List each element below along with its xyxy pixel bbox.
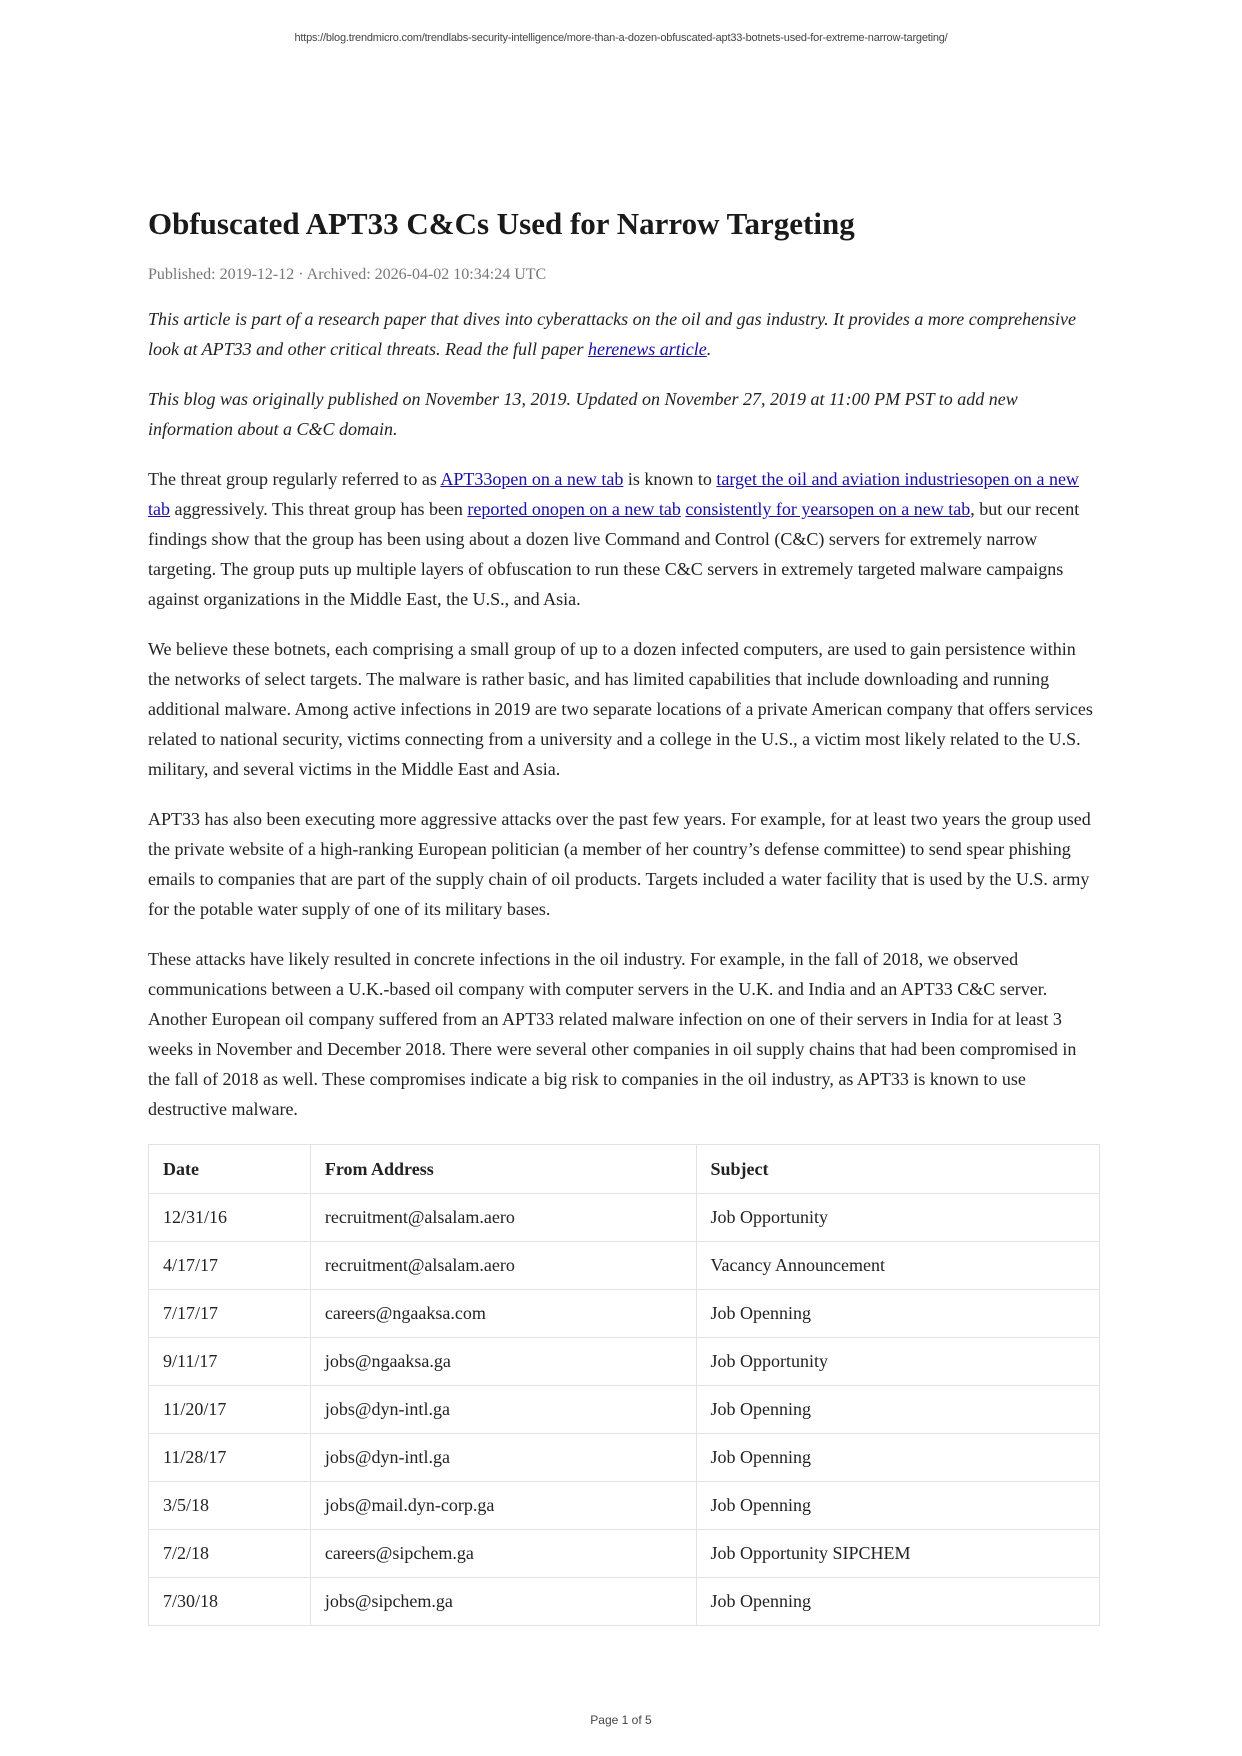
phishing-emails-table xyxy=(148,1144,1100,1626)
page-number: Page 1 of 5 xyxy=(590,1713,652,1727)
cell-subject: Job Opportunity xyxy=(696,1194,1099,1242)
cell-from: jobs@ngaaksa.ga xyxy=(310,1338,696,1386)
table-row xyxy=(149,1482,1100,1530)
intro-text: This article is part of a research paper that dives into cyberattacks on the oil and gas industry. It provides a more comprehensive look at APT33 and other critical threats. Read the full paper xyxy=(148,309,1077,359)
table-row xyxy=(149,1530,1100,1578)
text: The threat group regularly referred to as xyxy=(148,469,441,489)
full-paper-link[interactable]: herenews article xyxy=(587,339,707,359)
text: is known to xyxy=(623,469,717,489)
article-title: Obfuscated APT33 C&Cs Used for Narrow Targeting xyxy=(148,206,855,241)
cell-date: 7/2/18 xyxy=(149,1530,311,1578)
article-meta: Published: 2019-12-12 · Archived: 2026-04-02 10:34:24 UTC xyxy=(148,266,547,283)
page-url-header: https://blog.trendmicro.com/trendlabs-security-intelligence/more-than-a-dozen-obfuscated-apt33-botnets-used-for-extreme-narrow-targeting/ xyxy=(294,32,948,44)
article xyxy=(148,204,1100,1626)
cell-from: recruitment@alsalam.aero xyxy=(310,1242,696,1290)
cell-subject: Job Openning xyxy=(696,1386,1099,1434)
cell-subject: Vacancy Announcement xyxy=(696,1242,1099,1290)
cell-date: 3/5/18 xyxy=(149,1482,311,1530)
cell-from: recruitment@alsalam.aero xyxy=(310,1194,696,1242)
apt33-link[interactable]: APT33open on a new tab xyxy=(440,469,624,489)
cell-from: jobs@dyn-intl.ga xyxy=(310,1434,696,1482)
cell-subject: Job Opportunity SIPCHEM xyxy=(696,1530,1099,1578)
text: , but our recent findings show that the group has been using about a dozen live Command and Control (C&C) servers for extremely narrow targeting. The group puts up multiple layers of obfuscation to run these C&C servers in extremely targeted malware campaigns against organizations in the Middle East, the U.S., and Asia. xyxy=(148,499,1080,609)
intro-paragraph-2: This blog was originally published on November 13, 2019. Updated on November 27, 2019 at 11:00 PM PST to add new information about a C&C domain. xyxy=(148,389,1018,439)
body-paragraph-4: These attacks have likely resulted in concrete infections in the oil industry. For example, in the fall of 2018, we observed communications between a U.K.-based oil company with computer servers in the U.K. and India and an APT33 C&C server. Another European oil company suffered from an APT33 related malware infection on one of their servers in India for at least 3 weeks in November and December 2018. There were several other companies in oil supply chains that had been compromised in the fall of 2018 as well. These compromises indicate a big risk to companies in the oil industry, as APT33 is known to use destructive malware. xyxy=(148,949,1077,1119)
cell-date: 11/20/17 xyxy=(149,1386,311,1434)
table-row xyxy=(149,1242,1100,1290)
cell-date: 9/11/17 xyxy=(149,1338,311,1386)
consistently-link[interactable]: consistently for yearsopen on a new tab xyxy=(685,499,971,519)
table-header-row xyxy=(149,1145,1100,1194)
cell-date: 12/31/16 xyxy=(149,1194,311,1242)
cell-subject: Job Openning xyxy=(696,1578,1099,1626)
header-from-address: From Address xyxy=(310,1145,696,1194)
table-row xyxy=(149,1194,1100,1242)
cell-date: 7/30/18 xyxy=(149,1578,311,1626)
header-subject: Subject xyxy=(696,1145,1099,1194)
cell-from: jobs@dyn-intl.ga xyxy=(310,1386,696,1434)
cell-from: jobs@mail.dyn-corp.ga xyxy=(310,1482,696,1530)
header-date: Date xyxy=(149,1145,311,1194)
text: aggressively. This threat group has been xyxy=(170,499,468,519)
cell-subject: Job Openning xyxy=(696,1434,1099,1482)
cell-from: careers@ngaaksa.com xyxy=(310,1290,696,1338)
table-row xyxy=(149,1578,1100,1626)
cell-date: 4/17/17 xyxy=(149,1242,311,1290)
cell-date: 11/28/17 xyxy=(149,1434,311,1482)
cell-from: jobs@sipchem.ga xyxy=(310,1578,696,1626)
body-paragraph-2: We believe these botnets, each comprising a small group of up to a dozen infected computers, are used to gain persistence within the networks of select targets. The malware is rather basic, and has limited capabilities that include downloading and running additional malware. Among active infections in 2019 are two separate locations of a private American company that offers services related to national security, victims connecting from a university and a college in the U.S., a victim most likely related to the U.S. military, and several victims in the Middle East and Asia. xyxy=(148,639,1093,779)
cell-subject: Job Openning xyxy=(696,1482,1099,1530)
table-row xyxy=(149,1386,1100,1434)
intro-text-end: . xyxy=(706,339,712,359)
cell-subject: Job Opportunity xyxy=(696,1338,1099,1386)
target-industries-link[interactable]: target the oil and aviation industriesopen on a new tab xyxy=(148,469,1079,519)
cell-subject: Job Openning xyxy=(696,1290,1099,1338)
intro-paragraph-1 xyxy=(148,304,1100,364)
body-paragraph-1 xyxy=(148,464,1100,614)
table-row xyxy=(149,1290,1100,1338)
cell-date: 7/17/17 xyxy=(149,1290,311,1338)
body-paragraph-3: APT33 has also been executing more aggressive attacks over the past few years. For example, for at least two years the group used the private website of a high-ranking European politician (a member of her country’s defense committee) to send spear phishing emails to companies that are part of the supply chain of oil products. Targets included a water facility that is used by the U.S. army for the potable water supply of one of its military bases. xyxy=(148,809,1091,919)
cell-from: careers@sipchem.ga xyxy=(310,1530,696,1578)
table-row xyxy=(149,1434,1100,1482)
table-row xyxy=(149,1338,1100,1386)
reported-on-link[interactable]: reported onopen on a new tab xyxy=(467,499,681,519)
